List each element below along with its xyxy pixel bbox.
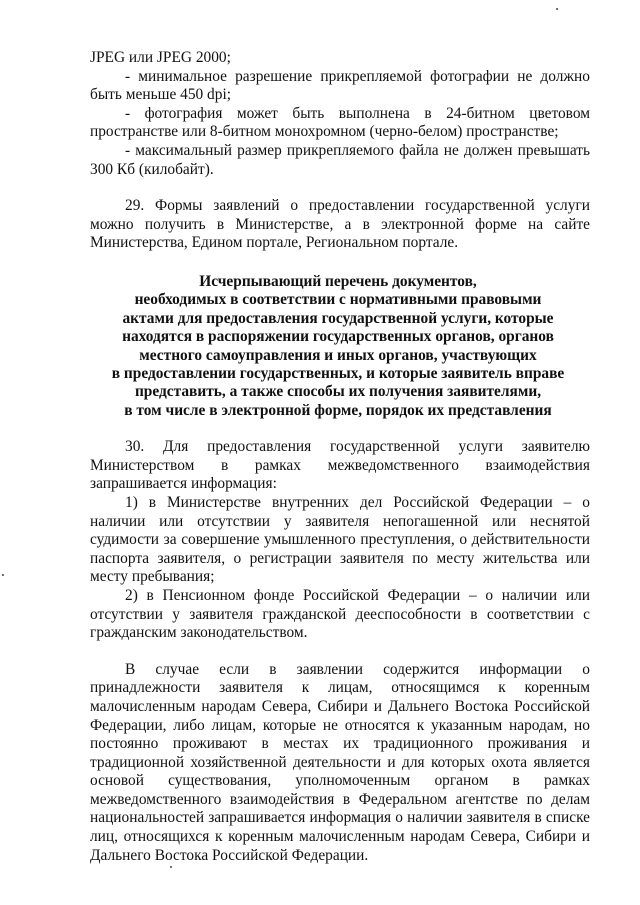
paragraph-jpeg-format: JPEG или JPEG 2000; — [90, 49, 231, 66]
paragraph-max-file-size: - максимальный размер прикрепляемого файла не должен превышать 300 Кб (килобайт). — [90, 141, 590, 178]
heading-line: местного самоуправления и иных органов, участвующих — [139, 346, 537, 364]
heading-line: находятся в распоряжении государственных органов, органов — [122, 328, 554, 346]
heading-line: необходимых в соответствии с нормативными правовыми — [134, 291, 542, 309]
scan-speck — [556, 8, 558, 10]
paragraph-30-item-2: 2) в Пенсионном фонде Российской Федерации – о наличии или отсутствии у заявителя гражданской дееспособности в соответствии с гражданским законодательством. — [90, 586, 590, 642]
heading-line: представить, а также способы их получения заявителями, — [134, 383, 542, 401]
heading-line: актами для предоставления государственной услуги, которые — [122, 309, 554, 327]
heading-line: в том числе в электронной форме, порядок их представления — [124, 401, 552, 419]
paragraph-29-forms: 29. Формы заявлений о предоставлении государственной услуги можно получить в Министерстве, а в электронной форме на сайте Министерства, Едином портале, Региональном портале. — [90, 197, 590, 252]
scan-speck — [170, 866, 172, 868]
paragraph-30-item-1: 1) в Министерстве внутренних дел Российской Федерации – о наличии или отсутствии у заявителя непогашенной или неснятой судимости за совершение умышленного преступления, о действительности паспорта заявителя, о регистрации заявителя по месту жительства или месту пребывания; — [90, 493, 590, 586]
document-page — [90, 49, 590, 865]
paragraph-color-space: - фотография может быть выполнена в 24-битном цветовом пространстве или 8-битном монохромном (черно-белом) пространстве; — [90, 104, 590, 141]
heading-line: Исчерпывающий перечень документов, — [199, 272, 477, 290]
paragraph-min-resolution: - минимальное разрешение прикрепляемой фотографии не должно быть меньше 450 dpi; — [90, 67, 590, 104]
section-heading — [78, 273, 598, 420]
paragraph-30-request: 30. Для предоставления государственной услуги заявителю Министерством в рамках межведомственного взаимодействия запрашивается информация: — [90, 438, 590, 493]
paragraph-indigenous-peoples: В случае если в заявлении содержится информации о принадлежности заявителя к лицам, относящимся к коренным малочисленным народам Севера, Сибири и Дальнего Востока Российской Федерации, либо лицам, которые не относятся к указанным народам, но постоянно проживают в местах их традиционного проживания и традиционной хозяйственной деятельности и для которых охота является основой существования, уполномоченным органом в рамках межведомственного взаимодействия в Федеральном агентстве по делам национальностей запрашивается информация о наличии заявителя в списке лиц, относящихся к коренным малочисленным народам Севера, Сибири и Дальнего Востока Российской Федерации. — [90, 660, 590, 864]
heading-line: в предоставлении государственных, и которые заявитель вправе — [111, 364, 565, 382]
scan-speck — [2, 574, 4, 576]
